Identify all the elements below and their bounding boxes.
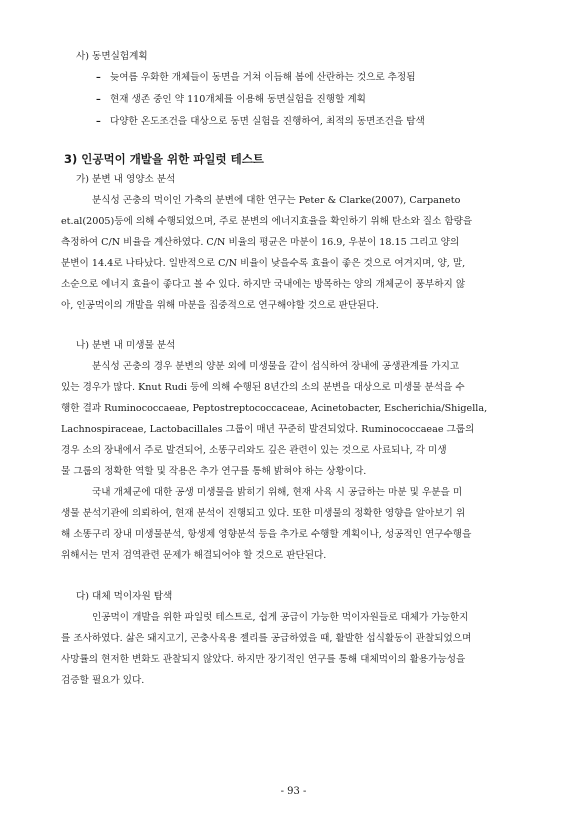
subsection-title-microbes: 나) 분변 내 미생물 분석 <box>76 340 176 351</box>
paragraph-line: 생물 분석기관에 의뢰하여, 현재 분석이 진행되고 있다. 또한 미생물의 정확한 영향을 알아보기 위 <box>61 508 466 519</box>
paragraph-line: 측정하여 C/N 비율을 계산하였다. C/N 비율의 평균은 마분이 16.9, 우분이 18.15 그리고 양의 <box>61 237 460 248</box>
paragraph-line: 행한 결과 Ruminococcaeae, Peptostreptococcaceae, Acinetobacter, Escherichia/Shigella, <box>61 403 488 414</box>
bullet-item <box>96 93 366 107</box>
page-number: - 93 - <box>280 786 307 797</box>
bullet-item <box>96 115 425 129</box>
main-heading: 3) 인공먹이 개발을 위한 파일럿 테스트 <box>64 152 264 166</box>
paragraph-line: 분변이 14.4로 나타났다. 일반적으로 C/N 비율이 낮을수록 효율이 좋은 것으로 여겨지며, 양, 말, <box>61 258 466 269</box>
subsection-title-alternative-food: 다) 대체 먹이자원 탐색 <box>76 591 173 602</box>
paragraph-line: 물 그룹의 정확한 역할 및 작용은 추가 연구를 통해 밝혀야 하는 상황이다. <box>61 466 367 477</box>
dash-icon: – <box>96 116 101 127</box>
subsection-title-nutrients: 가) 분변 내 영양소 분석 <box>76 174 176 185</box>
dash-icon: – <box>96 94 101 105</box>
bullet-text: 다양한 온도조건을 대상으로 동면 실험을 진행하여, 최적의 동면조건을 탐색 <box>110 116 425 127</box>
paragraph-line: 분식성 곤충의 경우 분변의 양분 외에 미생물을 같이 섭식하여 장내에 공생관계를 가지고 <box>92 361 460 372</box>
paragraph-line: 경우 소의 장내에서 주로 발견되어, 소똥구리와도 깊은 관련이 있는 것으로 사료되나, 각 미생 <box>61 445 447 456</box>
paragraph-line: Lachnospiraceae, Lactobacillales 그룹이 매년 꾸준히 발견되었다. Ruminococcaeae 그룹의 <box>61 424 475 435</box>
section-title-hibernation: 사) 동면실험계획 <box>76 51 148 62</box>
paragraph-line: 검증할 필요가 있다. <box>61 675 145 686</box>
paragraph-line: 있는 경우가 많다. Knut Rudi 등에 의해 수행된 8년간의 소의 분변을 대상으로 미생물 분석을 수 <box>61 382 465 393</box>
paragraph-line: 소순으로 에너지 효율이 좋다고 볼 수 있다. 하지만 국내에는 방목하는 양의 개체군이 풍부하지 않 <box>61 279 466 290</box>
bullet-text: 현재 생존 중인 약 110개체를 이용해 동면실험을 진행할 계획 <box>110 94 366 105</box>
paragraph-line: 해 소똥구리 장내 미생물분석, 항생제 영향분석 등을 추가로 수행할 계획이나, 성공적인 연구수행을 <box>61 529 472 540</box>
paragraph-line: 사망률의 현저한 변화도 관찰되지 않았다. 하지만 장기적인 연구를 통해 대체먹이의 활용가능성을 <box>61 654 466 665</box>
paragraph-line: 위해서는 먼저 검역관련 문제가 해결되어야 할 것으로 판단된다. <box>61 550 327 561</box>
paragraph-line: 를 조사하였다. 삶은 돼지고기, 곤충사육용 젤리를 공급하였을 때, 활발한 섭식활동이 관찰되었으며 <box>61 633 472 644</box>
paragraph-line: et.al(2005)등에 의해 수행되었으며, 주로 분변의 에너지효율을 확인하기 위해 탄소와 질소 함량을 <box>61 216 473 227</box>
paragraph-line: 인공먹이 개발을 위한 파일럿 테스트로, 쉽게 공급이 가능한 먹이자원들로 대체가 가능한지 <box>92 612 469 623</box>
paragraph-line: 국내 개체군에 대한 공생 미생물을 밝히기 위해, 현재 사육 시 공급하는 마분 및 우분을 미 <box>92 487 463 498</box>
paragraph-line: 분식성 곤충의 먹이인 가축의 분변에 대한 연구는 Peter & Clarke(2007), Carpaneto <box>92 195 461 206</box>
paragraph-line: 아, 인공먹이의 개발을 위해 마분을 집중적으로 연구해야할 것으로 판단된다. <box>61 300 379 311</box>
bullet-item <box>96 71 415 85</box>
dash-icon: – <box>96 72 101 83</box>
bullet-text: 늦여름 우화한 개체들이 동면을 거쳐 이듬해 봄에 산란하는 것으로 추정됨 <box>110 72 416 83</box>
